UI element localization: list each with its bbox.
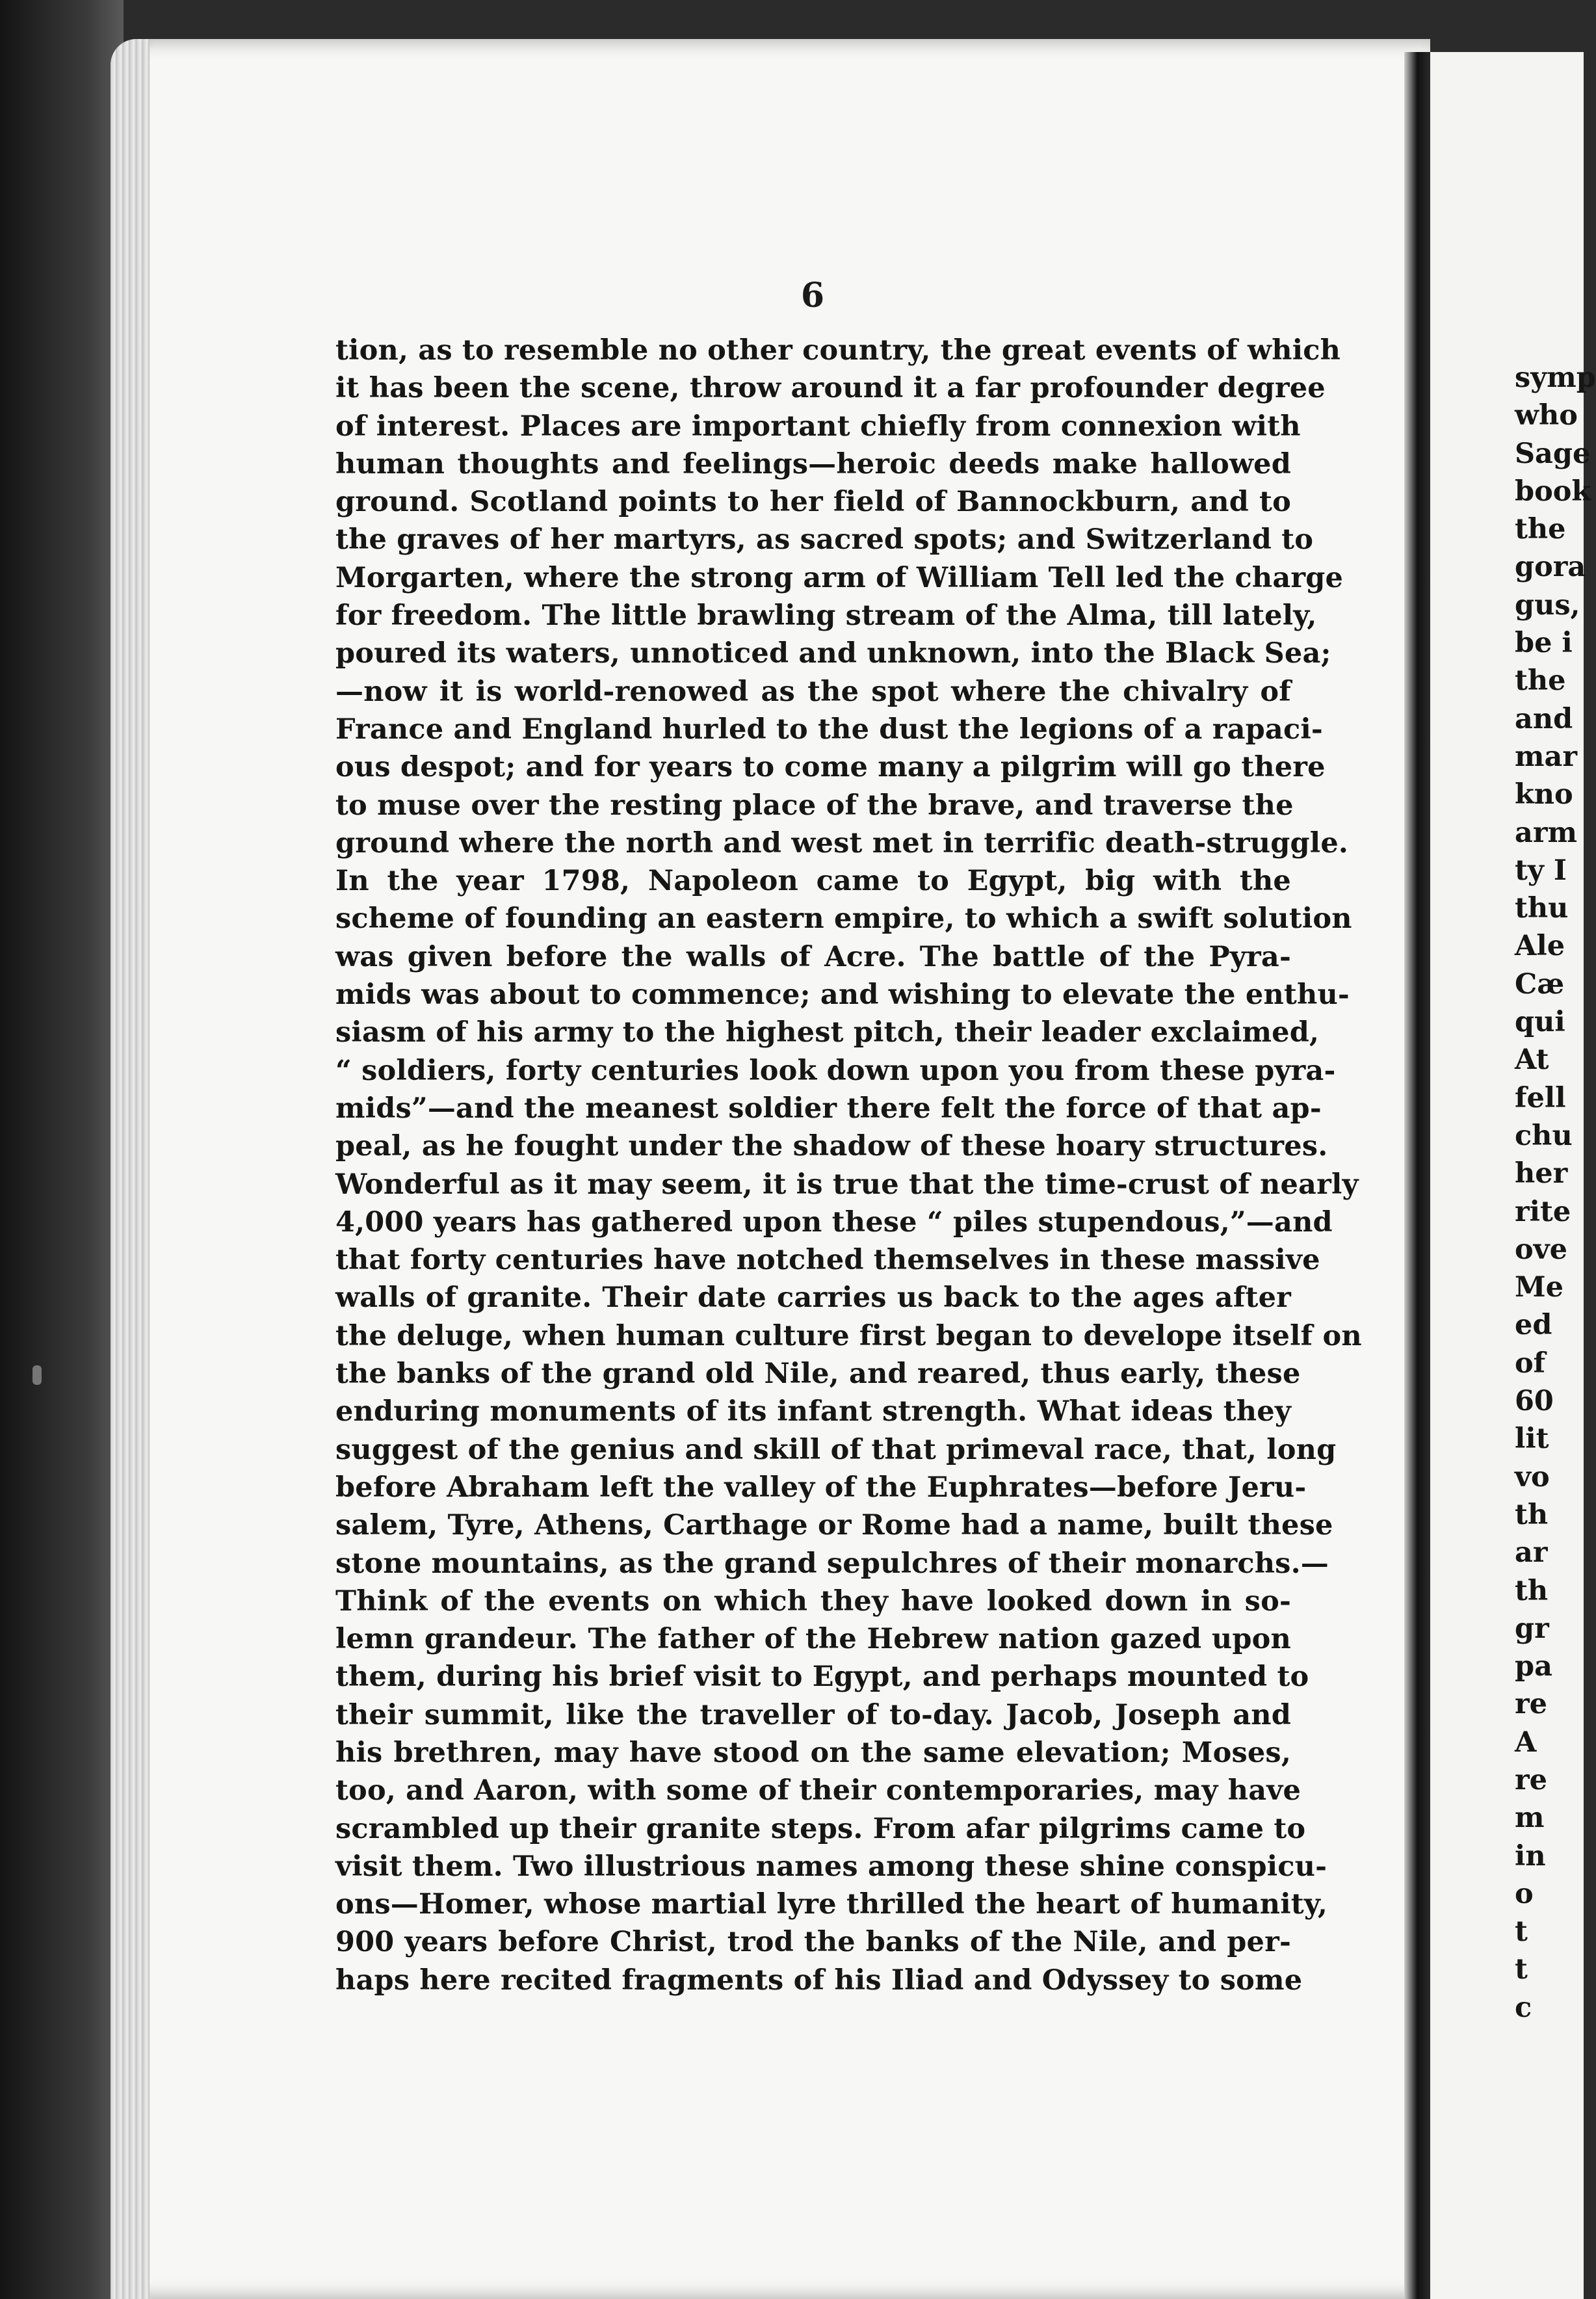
facing-text-line: in [1515, 1839, 1546, 1872]
text-line: Morgarten, where the strong arm of William Tell led the charge [335, 561, 1344, 594]
facing-text-line: A [1515, 1726, 1537, 1759]
text-line: too, and Aaron, with some of their contemporaries, may have [335, 1774, 1302, 1807]
facing-text-line: vo [1515, 1460, 1550, 1493]
facing-text-line: ar [1515, 1536, 1548, 1570]
text-line: the deluge, when human culture first began to develope itself on [335, 1319, 1362, 1352]
facing-text-line: Me [1515, 1271, 1563, 1304]
text-line: ground. Scotland points to her field of Bannockburn, and to [335, 486, 1291, 519]
page-edge-stack [111, 39, 150, 2299]
text-line: In the year 1798, Napoleon came to Egypt, big with the [335, 865, 1291, 898]
text-line: was given before the walls of Acre. The battle of the Pyra- [335, 940, 1291, 973]
text-line: ous despot; and for years to come many a pilgrim will go there [335, 751, 1326, 784]
facing-text-line: Ale [1515, 930, 1565, 963]
text-line: mids”—and the meanest soldier there felt the force of that ap- [335, 1092, 1322, 1125]
page-number: 6 [800, 276, 825, 315]
text-line: the graves of her martyrs, as sacred spots; and Switzerland to [335, 523, 1314, 557]
text-line: visit them. Two illustrious names among these shine conspicu- [335, 1850, 1328, 1883]
text-line: tion, as to resemble no other country, the great events of which [335, 334, 1341, 367]
facing-text-line: who [1515, 399, 1578, 432]
text-line: of interest. Places are important chiefly from connexion with [335, 410, 1301, 443]
facing-text-line: th [1515, 1574, 1549, 1607]
text-line: to muse over the resting place of the brave, and traverse the [335, 789, 1294, 822]
facing-text-line: her [1515, 1157, 1568, 1190]
facing-text-line: qui [1515, 1006, 1565, 1039]
facing-text-line: re [1515, 1688, 1548, 1721]
facing-text-line: the [1515, 513, 1566, 546]
facing-text-line: kno [1515, 778, 1573, 811]
text-line: ons—Homer, whose martial lyre thrilled the heart of humanity, [335, 1888, 1328, 1921]
body-text [335, 332, 1362, 1999]
text-line: the banks of the grand old Nile, and reared, thus early, these [335, 1358, 1301, 1391]
text-line: stone mountains, as the grand sepulchres of their monarchs.— [335, 1547, 1329, 1580]
text-line: their summit, like the traveller of to-day. Jacob, Joseph and [335, 1698, 1291, 1731]
facing-text-line: gr [1515, 1612, 1549, 1645]
book-gutter [1404, 52, 1430, 2299]
text-line: “ soldiers, forty centuries look down upon you from these pyra- [335, 1054, 1336, 1087]
text-line: salem, Tyre, Athens, Carthage or Rome had a name, built these [335, 1509, 1333, 1542]
facing-text-line: lit [1515, 1423, 1549, 1456]
text-line: scheme of founding an eastern empire, to which a swift solution [335, 902, 1352, 936]
text-line: enduring monuments of its infant strength. What ideas they [335, 1395, 1291, 1428]
text-line: suggest of the genius and skill of that primeval race, that, long [335, 1433, 1337, 1466]
facing-text-line: Sage [1515, 437, 1591, 470]
facing-text-line: re [1515, 1763, 1548, 1796]
facing-page-text [1515, 359, 1596, 2027]
text-line: 900 years before Christ, trod the banks of the Nile, and per- [335, 1926, 1291, 1959]
text-line: 4,000 years has gathered upon these “ piles stupendous,”—and [335, 1205, 1333, 1239]
facing-text-line: gora [1515, 551, 1586, 584]
text-line: —now it is world-renowed as the spot where the chivalry of [335, 675, 1291, 708]
facing-text-line: 60 [1515, 1385, 1554, 1418]
facing-text-line: m [1515, 1802, 1545, 1835]
text-line: his brethren, may have stood on the same elevation; Moses, [335, 1736, 1291, 1769]
facing-text-line: of [1515, 1347, 1546, 1380]
text-line: human thoughts and feelings—heroic deeds make hallowed [335, 447, 1291, 480]
facing-text-line: th [1515, 1498, 1549, 1531]
facing-text-line: o [1515, 1877, 1534, 1910]
facing-text-line: At [1515, 1044, 1549, 1077]
facing-text-line: chu [1515, 1119, 1573, 1152]
text-line: siasm of his army to the highest pitch, their leader exclaimed, [335, 1016, 1320, 1049]
text-line: before Abraham left the valley of the Euphrates—before Jeru- [335, 1471, 1307, 1504]
text-line: Think of the events on which they have looked down in so- [335, 1584, 1291, 1618]
facing-text-line: and [1515, 702, 1573, 735]
facing-text-line: pa [1515, 1650, 1552, 1683]
facing-text-line: rite [1515, 1195, 1571, 1228]
text-line: them, during his brief visit to Egypt, and perhaps mounted to [335, 1661, 1309, 1694]
text-line: France and England hurled to the dust the legions of a rapaci- [335, 713, 1323, 746]
facing-text-line: Cæ [1515, 967, 1565, 1001]
facing-text-line: the [1515, 664, 1566, 698]
text-line: Wonderful as it may seem, it is true that the time-crust of nearly [335, 1168, 1359, 1201]
text-line: that forty centuries have notched themselves in these massive [335, 1244, 1320, 1277]
text-line: it has been the scene, throw around it a far profounder degree [335, 372, 1326, 405]
facing-text-line: arm [1515, 816, 1578, 849]
scan-speck [33, 1365, 42, 1385]
facing-text-line: ty I [1515, 854, 1567, 887]
facing-text-line: c [1515, 1991, 1532, 2024]
facing-text-line: t [1515, 1953, 1528, 1986]
facing-text-line: ove [1515, 1233, 1568, 1266]
text-line: peal, as he fought under the shadow of these hoary structures. [335, 1130, 1328, 1163]
text-line: poured its waters, unnoticed and unknown, into the Black Sea; [335, 637, 1331, 670]
text-line: for freedom. The little brawling stream of the Alma, till lately, [335, 599, 1317, 633]
text-line: haps here recited fragments of his Iliad and Odyssey to some [335, 1964, 1303, 1997]
text-line: scrambled up their granite steps. From afar pilgrims came to [335, 1812, 1306, 1845]
facing-text-line: mar [1515, 740, 1578, 773]
text-line: walls of granite. Their date carries us back to the ages after [335, 1281, 1291, 1315]
facing-text-line: ed [1515, 1309, 1552, 1342]
text-line: lemn grandeur. The father of the Hebrew nation gazed upon [335, 1623, 1291, 1656]
text-line: ground where the north and west met in terrific death-struggle. [335, 826, 1349, 860]
facing-text-line: t [1515, 1915, 1528, 1949]
facing-text-line: book [1515, 475, 1591, 508]
facing-text-line: gus, [1515, 588, 1580, 622]
facing-text-line: be i [1515, 627, 1573, 660]
text-line: mids was about to commence; and wishing to elevate the enthu- [335, 979, 1350, 1012]
facing-text-line: fell [1515, 1081, 1566, 1114]
scan-binding-edge [0, 0, 124, 2299]
facing-text-line: symp [1515, 361, 1596, 394]
facing-text-line: thu [1515, 892, 1569, 925]
